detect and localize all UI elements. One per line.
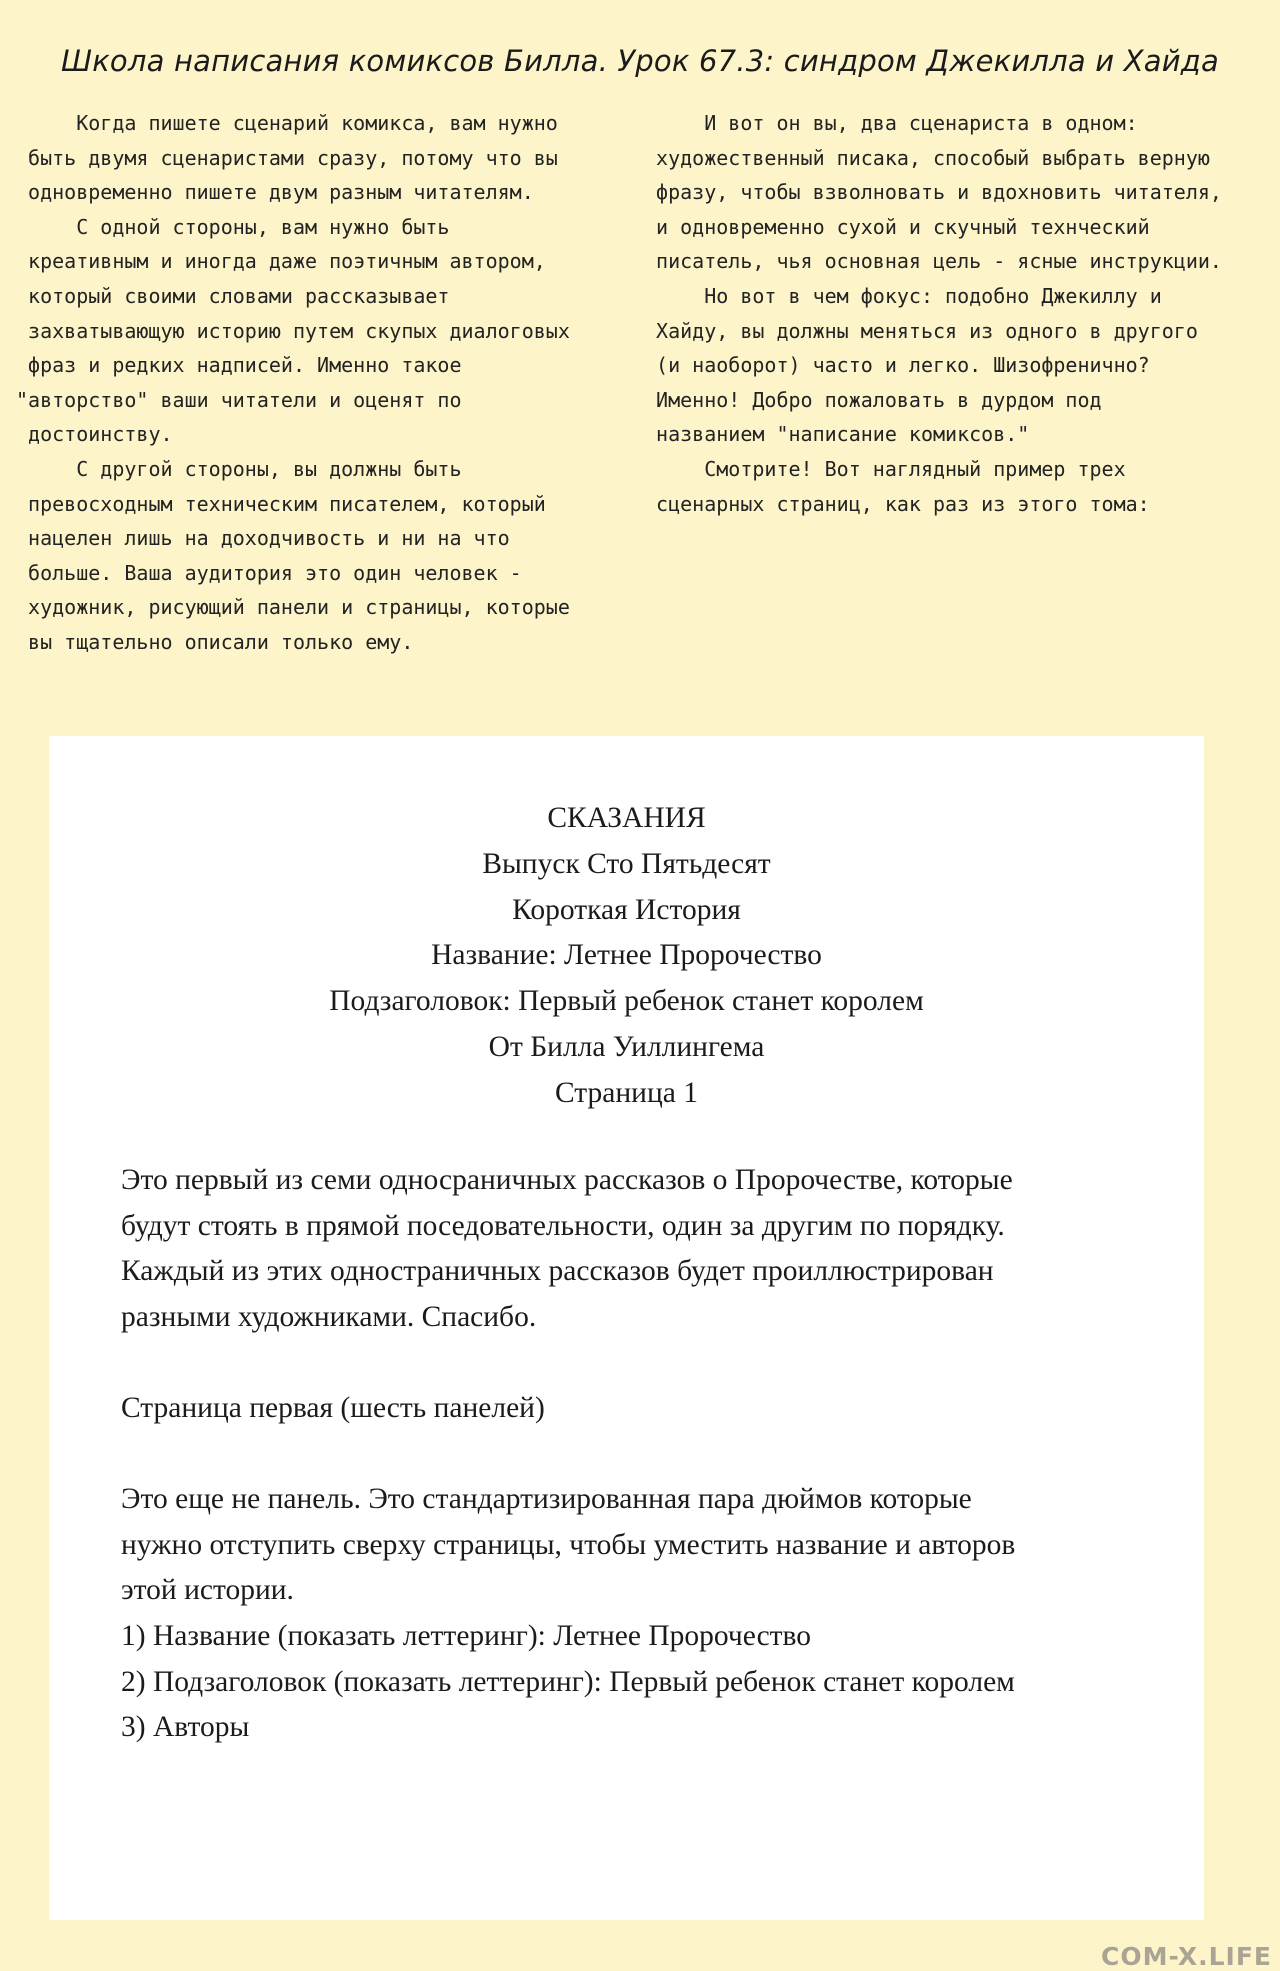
script-line: будут стоять в прямой поседовательности, один за другим по порядку.: [121, 1209, 1005, 1242]
intro-line: Хайду, вы должны меняться из одного в другого: [644, 318, 1198, 343]
script-page: [49, 736, 1204, 1920]
intro-line: больше. Ваша аудитория это один человек -: [16, 560, 522, 585]
script-line: Это первый из семи односраничных рассказов о Пророчестве, которые: [121, 1164, 1013, 1196]
intro-paragraph: [16, 452, 616, 660]
intro-line: одновременно пишете двум разным читателям.: [16, 180, 534, 205]
intro-line: Когда пишете сценарий комикса, вам нужно: [16, 111, 558, 135]
script-line: 2) Подзаголовок (показать леттеринг): Первый ребенок станет королем: [121, 1665, 1015, 1698]
intro-line: который своими словами рассказывает: [16, 283, 450, 308]
intro-line: фразу, чтобы взволновать и вдохновить читателя,: [644, 180, 1222, 205]
intro-line: художественный писака, способый выбрать верную: [644, 145, 1210, 170]
intro-paragraph: [16, 106, 616, 210]
intro-line: Смотрите! Вот наглядный пример трех: [644, 456, 1126, 481]
script-heading-line: От Билла Уиллингема: [488, 1030, 765, 1063]
intro-line: названием "написание комиксов.": [644, 422, 1030, 447]
script-heading-line: СКАЗАНИЯ: [547, 802, 706, 834]
script-line: Это еще не панель. Это стандартизированная пара дюймов которые: [121, 1483, 972, 1516]
intro-right-column: [644, 106, 1264, 521]
intro-line: (и наоборот) часто и легко. Шизофренично?: [644, 353, 1150, 378]
intro-line: достоинству.: [16, 422, 173, 447]
script-heading-line: Подзаголовок: Первый ребенок станет королем: [329, 985, 924, 1018]
script-line: 3) Авторы: [121, 1711, 250, 1744]
script-line: разными художниками. Спасибо.: [121, 1300, 537, 1333]
intro-line: вы тщательно описали только ему.: [16, 629, 414, 654]
intro-line: превосходным техническим писателем, который: [16, 491, 546, 516]
intro-line: быть двумя сценаристами сразу, потому что вы: [16, 145, 558, 170]
intro-paragraph: [644, 279, 1264, 452]
page-title: Школа написания комиксов Билла. Урок 67.3: синдром Джекилла и Хайда: [60, 44, 1220, 78]
watermark: COM-X.LIFE: [1101, 1942, 1272, 1971]
intro-paragraph: [16, 210, 616, 452]
script-body: [121, 1158, 1161, 1796]
intro-line: нацелен лишь на доходчивость и ни на что: [16, 526, 510, 551]
script-paragraph: [121, 1158, 1161, 1340]
intro-line: С другой стороны, вы должны быть: [16, 456, 462, 481]
intro-line: захватывающую историю путем скупых диалоговых: [16, 318, 570, 343]
intro-line: сценарных страниц, как раз из этого тома:: [644, 491, 1150, 516]
intro-line: писатель, чья основная цель - ясные инструкции.: [644, 249, 1222, 274]
intro-left-column: [16, 106, 616, 660]
intro-paragraph: [644, 106, 1264, 279]
script-paragraph: [121, 1386, 1161, 1432]
intro-line: и одновременно сухой и скучный технческий: [644, 214, 1150, 239]
intro-line: С одной стороны, вам нужно быть: [16, 214, 450, 239]
script-heading-line: Выпуск Сто Пятьдесят: [482, 847, 771, 880]
intro-line: "авторство" ваши читатели и оценят по: [16, 387, 462, 412]
script-line: Страница первая (шесть панелей): [121, 1391, 545, 1424]
script-heading-line: Короткая История: [512, 893, 741, 926]
script-line: этой истории.: [121, 1574, 294, 1607]
intro-line: фраз и редких надписей. Именно такое: [16, 353, 462, 378]
intro-line: И вот он вы, два сценариста в одном:: [644, 111, 1138, 135]
intro-line: художник, рисующий панели и страницы, которые: [16, 595, 570, 620]
script-heading: [49, 796, 1204, 1117]
script-line: нужно отступить сверху страницы, чтобы уместить название и авторов: [121, 1528, 1016, 1561]
script-paragraph: [121, 1477, 1161, 1751]
intro-paragraph: [644, 452, 1264, 521]
intro-line: креативным и иногда даже поэтичным автором,: [16, 249, 546, 274]
script-line: Каждый из этих одностраничных рассказов будет проиллюстрирован: [121, 1255, 994, 1288]
script-heading-line: Страница 1: [555, 1076, 698, 1109]
script-line: 1) Название (показать леттеринг): Летнее Пророчество: [121, 1619, 812, 1652]
intro-line: Но вот в чем фокус: подобно Джекиллу и: [644, 283, 1162, 308]
intro-line: Именно! Добро пожаловать в дурдом под: [644, 387, 1102, 412]
script-heading-line: Название: Летнее Пророчество: [431, 939, 822, 972]
